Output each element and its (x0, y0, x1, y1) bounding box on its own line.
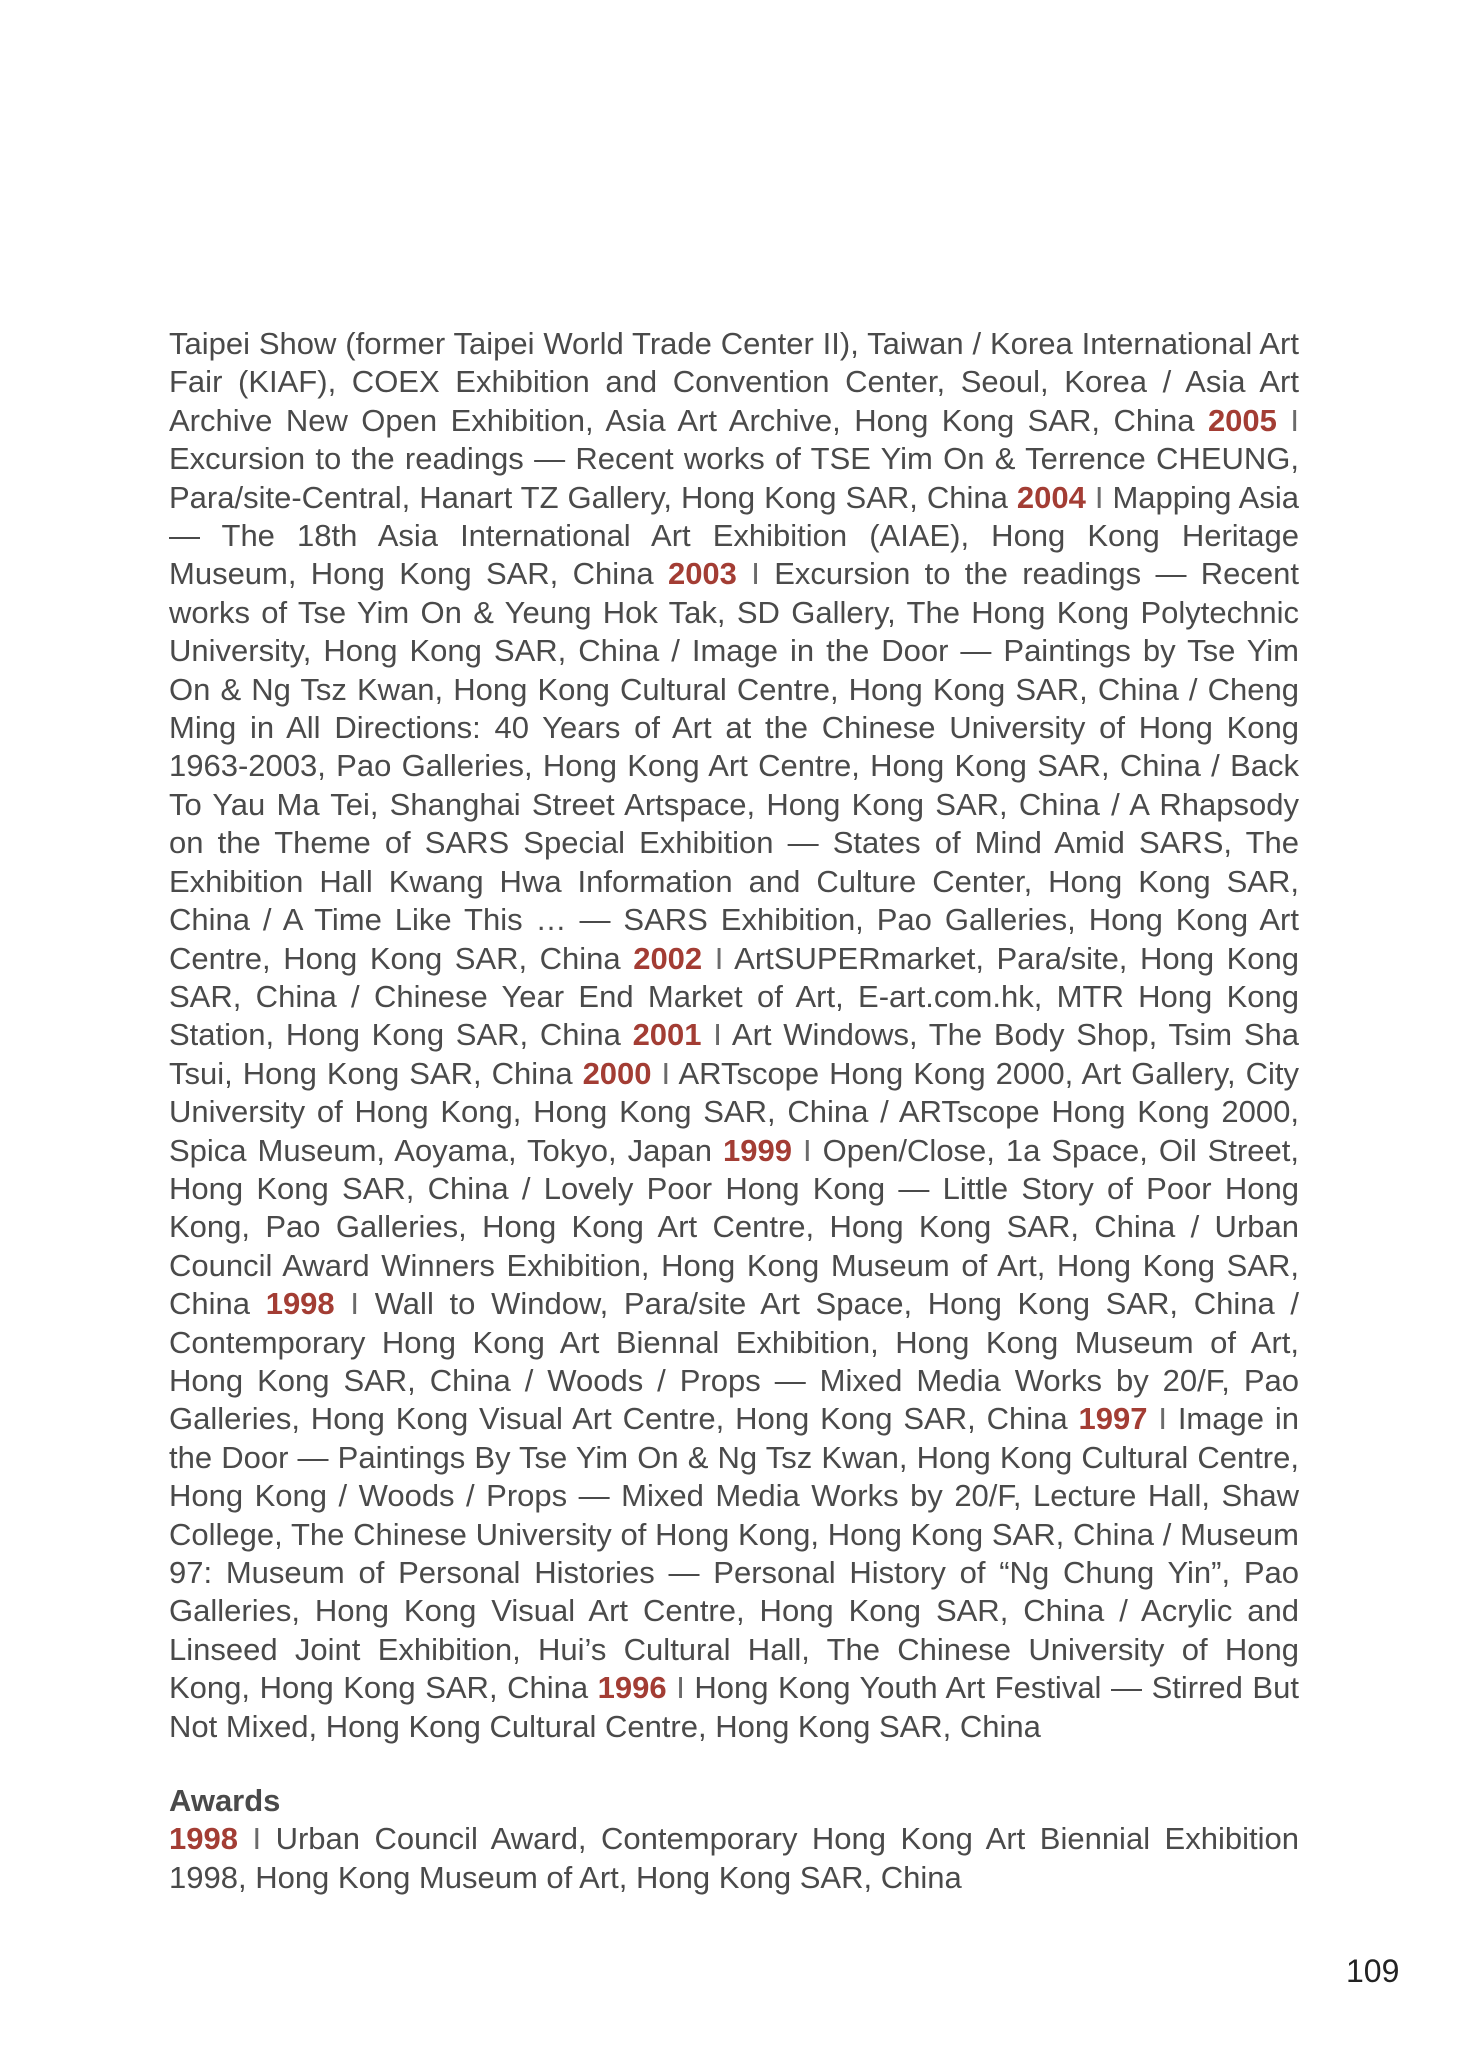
exhibition-text: Image in the Door — Paintings By Tse Yim On & Ng Tsz Kwan, Hong Kong Cultural Centre, Hong Kong / Woods / Props — Mixed Media Works by 20/F, Lecture Hall, Shaw College, The Chinese University of Hong Kong, Hong Kong SAR, China / Museum 97: Museum of Personal Histories — Personal History of “Ng Chung Yin”, Pao Galleries, Hong Kong Visual Art Centre, Hong Kong SAR, China / Acrylic and Linseed Joint Exhibition, Hui’s Cultural Hall, The Chinese University of Hong Kong, Hong Kong SAR, China (169, 1401, 1299, 1706)
exhibition-year: 1998 (265, 1286, 335, 1322)
exhibition-text: Open/Close, 1a Space, Oil Street, Hong Kong SAR, China / Lovely Poor Hong Kong — Little Story of Poor Hong Kong, Pao Galleries, Hong Kong Art Centre, Hong Kong SAR, China / Urban Council Award Winners Exhibition, Hong Kong Museum of Art, Hong Kong SAR, China (169, 1132, 1299, 1322)
text-column (169, 325, 1299, 1897)
separator: I (350, 1286, 359, 1322)
separator: I (252, 1821, 262, 1857)
exhibition-text: ARTscope Hong Kong 2000, Art Gallery, City University of Hong Kong, Hong Kong SAR, China / ARTscope Hong Kong 2000, Spica Museum, Aoyama, Tokyo, Japan (169, 1055, 1299, 1168)
separator: I (1094, 479, 1104, 515)
exhibition-list (169, 325, 1299, 1746)
separator: I (676, 1670, 685, 1706)
exhibition-year: 2000 (582, 1055, 652, 1091)
exhibition-text: Excursion to the readings — Recent works of TSE Yim On & Terrence CHEUNG, Para/site-Central, Hanart TZ Gallery, Hong Kong SAR, China (169, 441, 1299, 515)
award-text: Urban Council Award, Contemporary Hong Kong Art Biennial Exhibition 1998, Hong Kong Museum of Art, Hong Kong SAR, China (169, 1821, 1299, 1895)
exhibition-year: 2002 (633, 940, 703, 976)
separator: I (751, 556, 760, 592)
award-year: 1998 (169, 1821, 238, 1857)
awards-entry (169, 1820, 1299, 1897)
separator: I (714, 940, 724, 976)
separator: I (1158, 1401, 1167, 1437)
exhibition-text: Excursion to the readings — Recent works of Tse Yim On & Yeung Hok Tak, SD Gallery, The Hong Kong Polytechnic University, Hong Kong SAR, China / Image in the Door — Paintings by Tse Yim On & Ng Tsz Kwan, Hong Kong Cultural Centre, Hong Kong SAR, China / Cheng Ming in All Directions: 40 Years of Art at the Chinese University of Hong Kong 1963-2003, Pao Galleries, Hong Kong Art Centre, Hong Kong SAR, China / Back To Yau Ma Tei, Shanghai Street Artspace, Hong Kong SAR, China / A Rhapsody on the Theme of SARS Special Exhibition — States of Mind Amid SARS, The Exhibition Hall Kwang Hwa Information and Culture Center, Hong Kong SAR, China / A Time Like This … — SARS Exhibition, Pao Galleries, Hong Kong Art Centre, Hong Kong SAR, China (169, 556, 1299, 976)
exhibition-year: 2003 (667, 556, 737, 592)
exhibition-year: 1999 (723, 1132, 792, 1168)
exhibition-text: Mapping Asia — The 18th Asia International Art Exhibition (AIAE), Hong Kong Heritage Museum, Hong Kong SAR, China (169, 479, 1299, 592)
exhibition-year: 1997 (1078, 1401, 1148, 1437)
separator: I (802, 1132, 812, 1168)
separator: I (713, 1017, 722, 1053)
page-number: 109 (1346, 1953, 1400, 1989)
separator: I (1290, 402, 1299, 438)
exhibition-text: Hong Kong Youth Art Festival — Stirred But Not Mixed, Hong Kong Cultural Centre, Hong Kong SAR, China (169, 1670, 1299, 1744)
awards-heading: Awards (169, 1783, 281, 1819)
separator: I (661, 1055, 671, 1091)
exhibition-year: 2004 (1016, 479, 1086, 515)
exhibition-text: Art Windows, The Body Shop, Tsim Sha Tsui, Hong Kong SAR, China (169, 1017, 1299, 1091)
exhibition-year: 2005 (1207, 402, 1277, 438)
exhibition-year: 2001 (632, 1017, 702, 1053)
exhibition-text: ArtSUPERmarket, Para/site, Hong Kong SAR, China / Chinese Year End Market of Art, E-art.com.hk, MTR Hong Kong Station, Hong Kong SAR, China (169, 940, 1299, 1053)
exhibition-text: Taipei Show (former Taipei World Trade Center II), Taiwan / Korea International Art Fair (KIAF), COEX Exhibition and Convention Center, Seoul, Korea / Asia Art Archive New Open Exhibition, Asia Art Archive, Hong Kong SAR, China (169, 326, 1299, 438)
exhibition-text: Wall to Window, Para/site Art Space, Hong Kong SAR, China / Contemporary Hong Kong Art Biennal Exhibition, Hong Kong Museum of Art, Hong Kong SAR, China / Woods / Props — Mixed Media Works by 20/F, Pao Galleries, Hong Kong Visual Art Centre, Hong Kong SAR, China (169, 1286, 1299, 1437)
exhibition-year: 1996 (597, 1670, 667, 1706)
